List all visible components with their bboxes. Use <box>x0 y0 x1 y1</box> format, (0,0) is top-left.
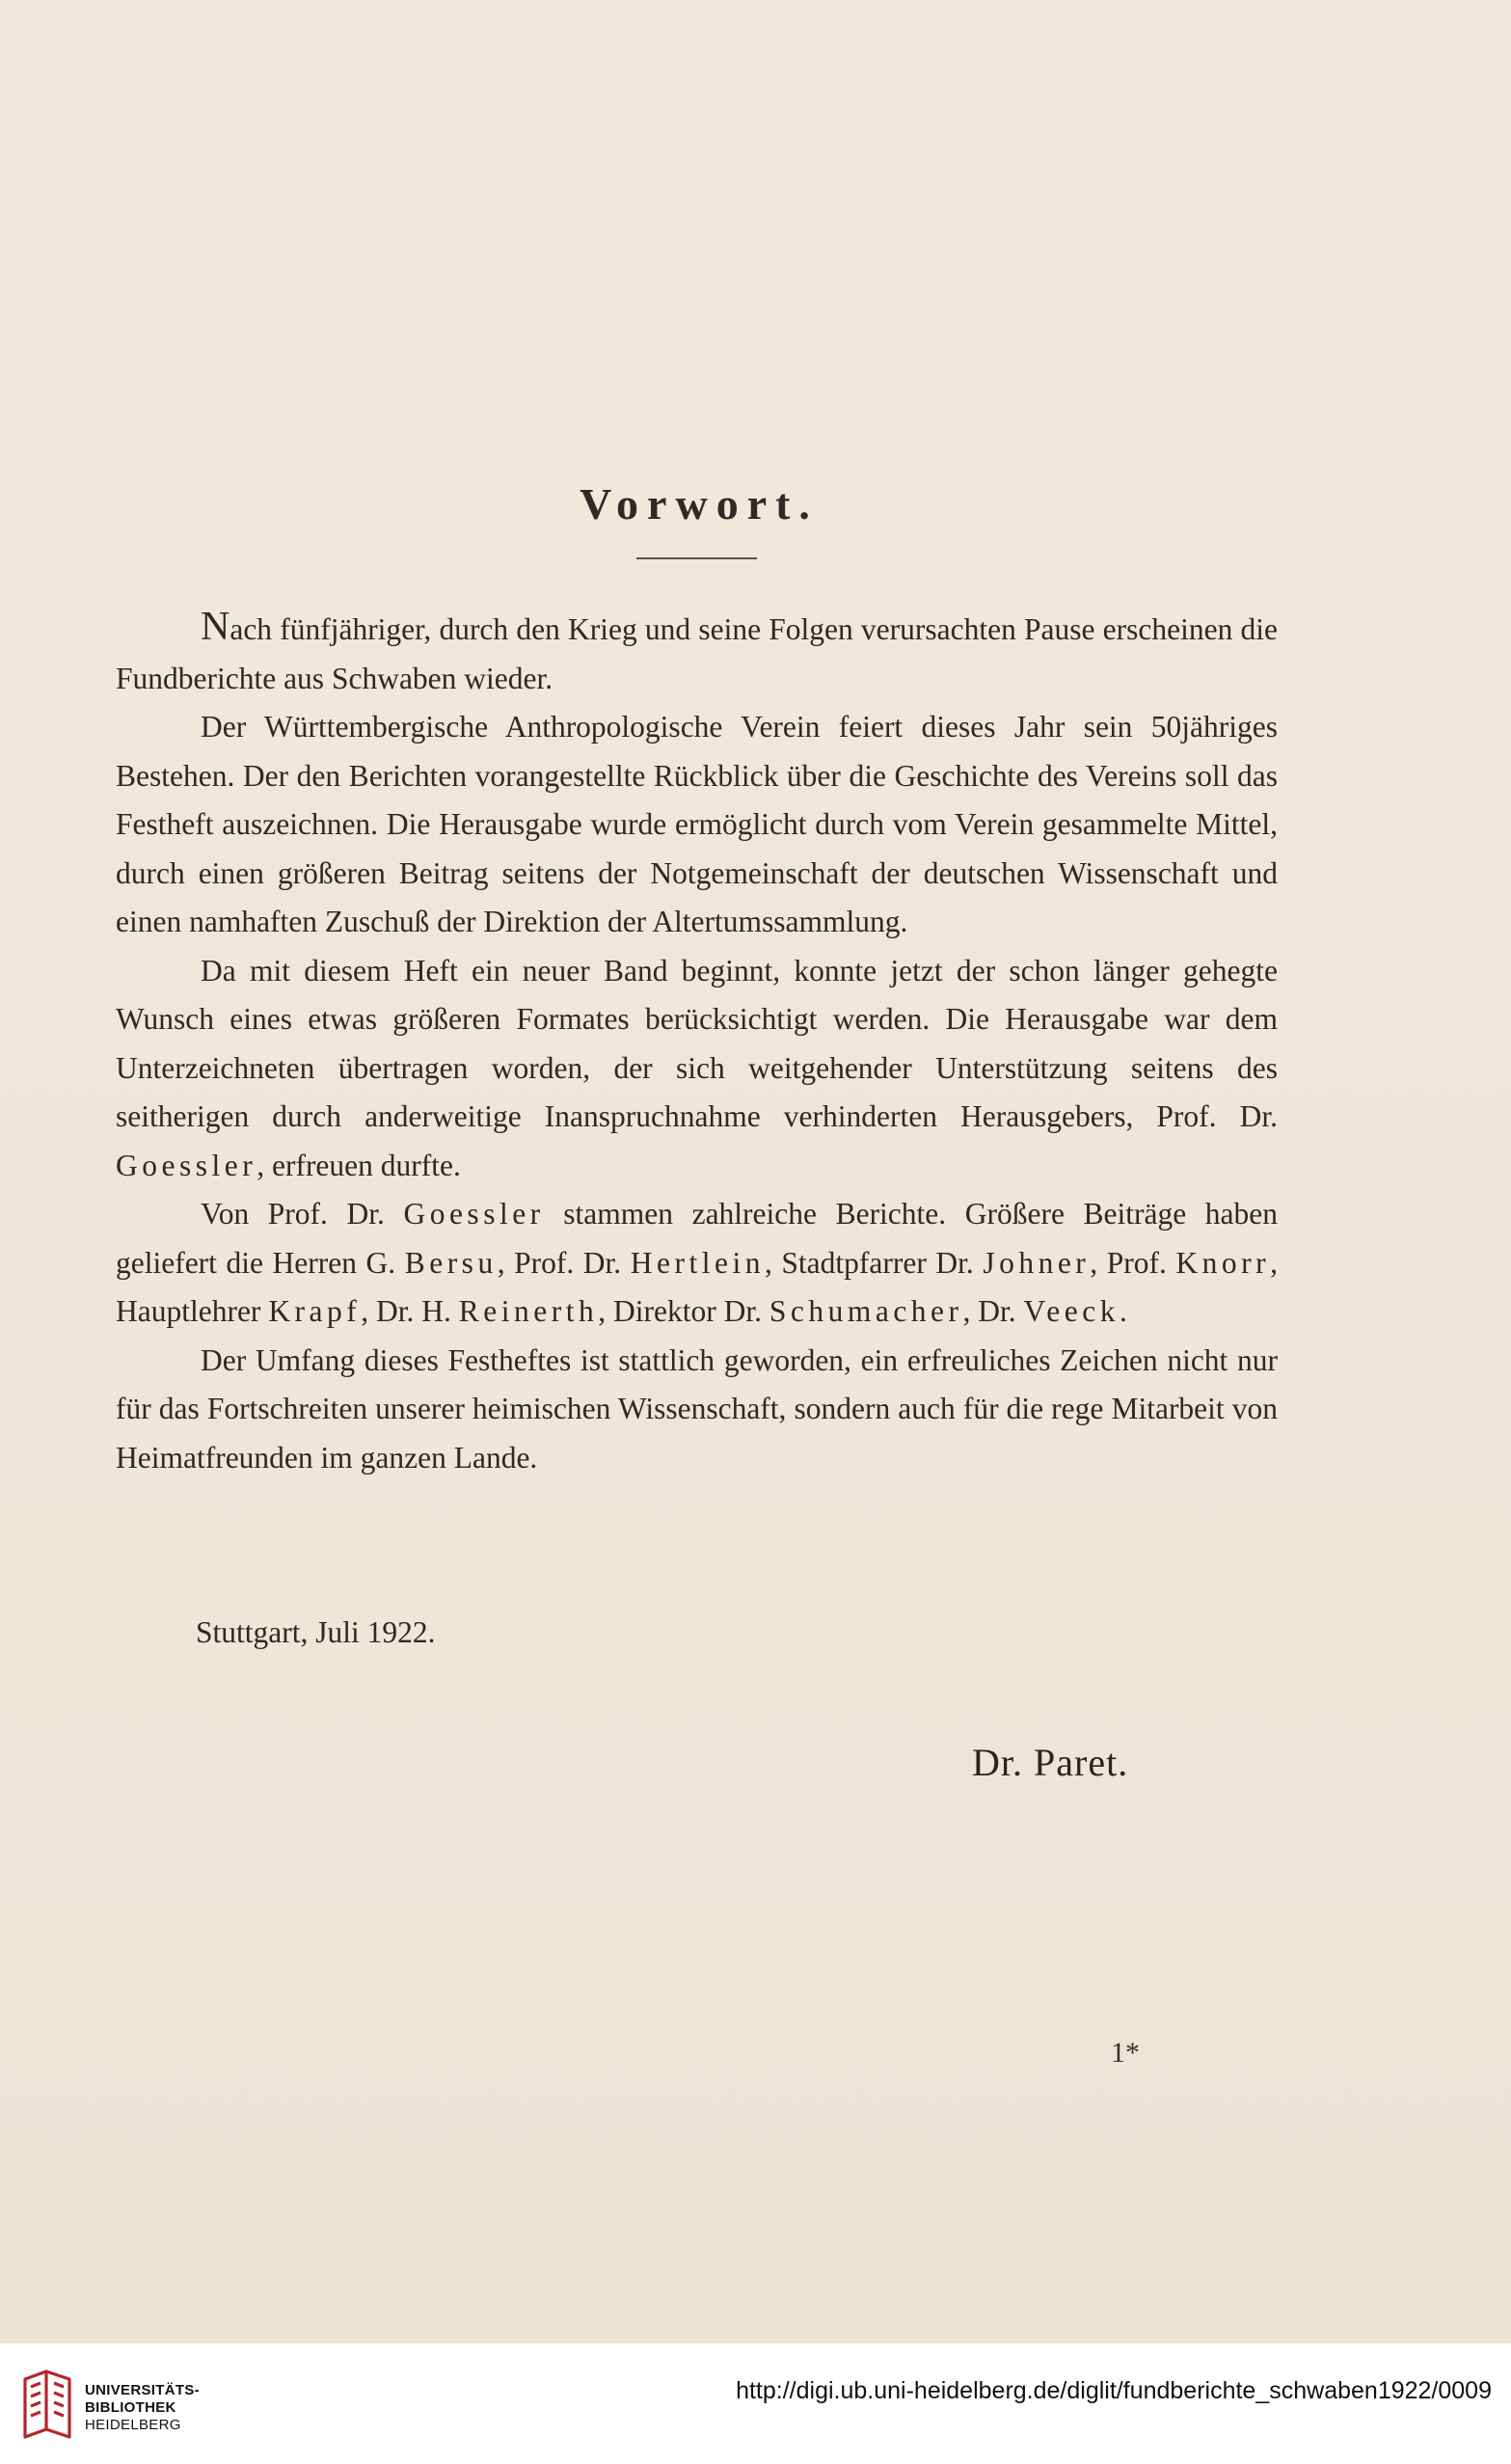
paragraph-5: Der Umfang dieses Festheftes ist stattlich geworden, ein erfreuliches Zeichen nicht nur für das Fortschreiten unserer heimischen Wissenschaft, sondern auch für die rege Mitarbeit von Heimatfreunden im ganzen Lande. <box>116 1342 1278 1475</box>
page-title: Vorwort. <box>580 478 819 528</box>
person-name: Johner <box>983 1245 1091 1280</box>
library-name-line-2: BIBLIOTHEK <box>85 2399 176 2416</box>
library-name-line-3: HEIDELBERG <box>85 2417 181 2433</box>
person-name: Veeck <box>1023 1294 1120 1328</box>
paragraph-4-text: , Hauptlehrer <box>116 1245 1279 1328</box>
person-name: Bersu <box>404 1245 498 1280</box>
person-name: Reinerth <box>458 1294 599 1328</box>
paragraph-4-text: stammen zahlreiche Berichte. Größere Beiträge haben geliefert die Herren G. <box>116 1197 1279 1280</box>
paragraph-4-text: , Prof. <box>1090 1245 1176 1280</box>
dateline: Stuttgart, Juli 1922. <box>196 1615 436 1649</box>
library-name-line-1: UNIVERSITÄTS- <box>85 2382 200 2398</box>
paragraph-4-text: , Direktor Dr. <box>598 1294 769 1328</box>
paragraph-4-text: , Stadtpfarrer Dr. <box>764 1245 984 1280</box>
paragraph-1-text: ach fünfjähriger, durch den Krieg und seine Folgen verursachten Pause erscheinen die Fundberichte aus Schwaben wieder. <box>116 612 1278 695</box>
source-url-link[interactable]: http://digi.ub.uni-heidelberg.de/diglit/fundberichte_schwaben1922/0009 <box>736 2377 1492 2404</box>
preface-body <box>116 606 1278 1482</box>
paragraph-3-text-b: , erfreuen durfte. <box>256 1148 461 1182</box>
paragraph-4-text: . <box>1119 1294 1127 1328</box>
page-number: 1* <box>1111 2037 1140 2069</box>
signature: Dr. Paret. <box>972 1741 1129 1784</box>
heidelberg-library-logo-icon <box>17 2368 77 2445</box>
title-divider <box>636 557 757 559</box>
person-name: Knorr <box>1175 1245 1271 1280</box>
drop-cap: N <box>201 605 230 649</box>
paragraph-3-text-a: Da mit diesem Heft ein neuer Band beginnt, konnte jetzt der schon länger gehegte Wunsch eines etwas größeren Formates berücksichtigt werden. Die Herausgabe war dem Unterzeichneten übertragen worden, der sich weitgehender Unterstützung seitens des seitherigen durch anderweitige Inanspruchnahme verhinderten Herausgebers, Prof. Dr. <box>116 953 1278 1133</box>
paragraph-1 <box>116 606 1278 703</box>
person-name: Goessler <box>116 1148 257 1182</box>
paragraph-4 <box>116 1190 1278 1337</box>
paragraph-4-text: , Dr. H. <box>361 1294 459 1328</box>
paragraph-3 <box>116 947 1278 1191</box>
person-name: Schumacher <box>769 1294 963 1328</box>
paragraph-2: Der Württembergische Anthropologische Verein feiert dieses Jahr sein 50jähriges Bestehen. Der den Berichten vorangestellte Rückblick über die Geschichte des Vereins soll das Festheft auszeichnen. Die Herausgabe wurde ermöglicht durch vom Verein gesammelte Mittel, durch einen größeren Beitrag seitens der Notgemeinschaft der deutschen Wissenschaft und einen namhaften Zuschuß der Direktion der Altertumssammlung. <box>116 710 1278 938</box>
paragraph-4-text: , Dr. <box>962 1294 1024 1328</box>
person-name: Krapf <box>268 1294 362 1328</box>
paragraph-4-text: Von Prof. Dr. <box>201 1197 404 1231</box>
person-name: Hertlein <box>630 1245 765 1280</box>
paragraph-4-text: , Prof. Dr. <box>497 1245 631 1280</box>
person-name: Goessler <box>403 1197 545 1231</box>
library-name <box>85 2382 200 2434</box>
